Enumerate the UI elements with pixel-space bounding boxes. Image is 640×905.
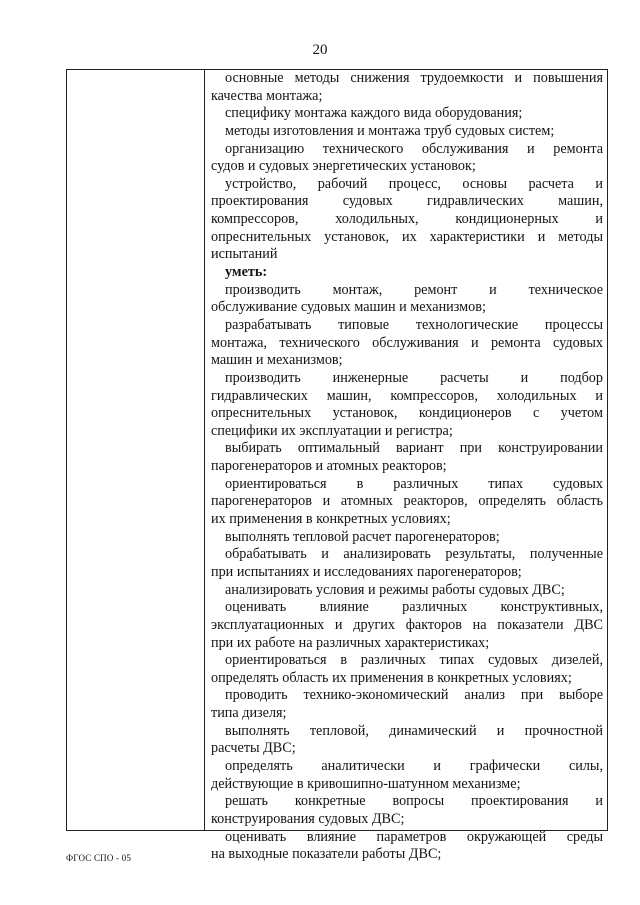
text-line: при их работе на различных характеристиках; xyxy=(211,634,490,651)
text-line: разрабатывать типовые технологические процессы xyxy=(225,316,603,333)
text-line: устройство, рабочий процесс, основы расчета и xyxy=(225,175,603,192)
text-line: их применения в конкретных условиях; xyxy=(211,511,451,528)
text-line: проводить технико-экономический анализ при выборе xyxy=(225,687,603,704)
text-line: определять аналитически и графически силы, xyxy=(225,757,603,774)
table-right-column xyxy=(211,70,603,863)
text-line: конструирования судовых ДВС; xyxy=(211,810,405,827)
text-line: парогенераторов и атомных реакторов, определять область xyxy=(211,493,603,510)
footer-label: ФГОС СПО - 05 xyxy=(66,853,132,863)
text-line: опреснительных установок, кондиционеров с учетом xyxy=(211,405,603,422)
text-line: оценивать влияние различных конструктивных, xyxy=(225,599,603,616)
text-line: гидравлических машин, компрессоров, холодильных и xyxy=(211,387,603,404)
text-line: производить инженерные расчеты и подбор xyxy=(225,369,603,386)
text-line: расчеты ДВС; xyxy=(211,740,296,757)
text-line: обслуживание судовых машин и механизмов; xyxy=(211,299,486,316)
text-line: монтажа, технического обслуживания и ремонта судовых xyxy=(211,334,603,351)
text-line: выбирать оптимальный вариант при конструировании xyxy=(225,440,603,457)
text-line: проектирования судовых гидравлических машин, xyxy=(211,193,603,210)
text-line: судов и судовых энергетических установок; xyxy=(211,158,476,175)
text-line: действующие в кривошипно-шатунном механизме; xyxy=(211,775,521,792)
text-line: ориентироваться в различных типах судовых xyxy=(225,475,603,492)
text-line: методы изготовления и монтажа труб судовых систем; xyxy=(225,122,555,139)
text-line: компрессоров, холодильных, кондиционерных и xyxy=(211,211,603,228)
text-line: машин и механизмов; xyxy=(211,352,343,369)
text-line: производить монтаж, ремонт и техническое xyxy=(225,281,603,298)
text-line: качества монтажа; xyxy=(211,87,323,104)
text-line: выполнять тепловой, динамический и прочностной xyxy=(225,722,603,739)
text-line: типа дизеля; xyxy=(211,705,287,722)
text-line: эксплуатационных и других факторов на показатели ДВС xyxy=(211,616,603,633)
text-line: ориентироваться в различных типах судовых дизелей, xyxy=(225,652,603,669)
table-left-column xyxy=(67,70,205,830)
text-line: анализировать условия и режимы работы судовых ДВС; xyxy=(225,581,565,598)
section-heading: уметь: xyxy=(225,264,268,281)
text-line: обрабатывать и анализировать результаты, полученные xyxy=(225,546,603,563)
text-line: на выходные показатели работы ДВС; xyxy=(211,846,442,863)
text-line: решать конкретные вопросы проектирования и xyxy=(225,793,603,810)
text-line: организацию технического обслуживания и ремонта xyxy=(225,140,603,157)
page-number: 20 xyxy=(312,42,328,58)
text-line: парогенераторов и атомных реакторов; xyxy=(211,458,447,475)
text-line: специфику монтажа каждого вида оборудования; xyxy=(225,105,523,122)
text-line: опреснительных установок, их характеристики и методы xyxy=(211,228,603,245)
text-line: оценивать влияние параметров окружающей среды xyxy=(225,828,603,845)
text-line: определять область их применения в конкретных условиях; xyxy=(211,669,572,686)
text-line: выполнять тепловой расчет парогенераторов; xyxy=(225,528,500,545)
text-line: основные методы снижения трудоемкости и повышения xyxy=(225,70,603,86)
text-line: специфики их эксплуатации и регистра; xyxy=(211,422,453,439)
text-line: при испытаниях и исследованиях парогенераторов; xyxy=(211,563,522,580)
text-line: испытаний xyxy=(211,246,278,263)
